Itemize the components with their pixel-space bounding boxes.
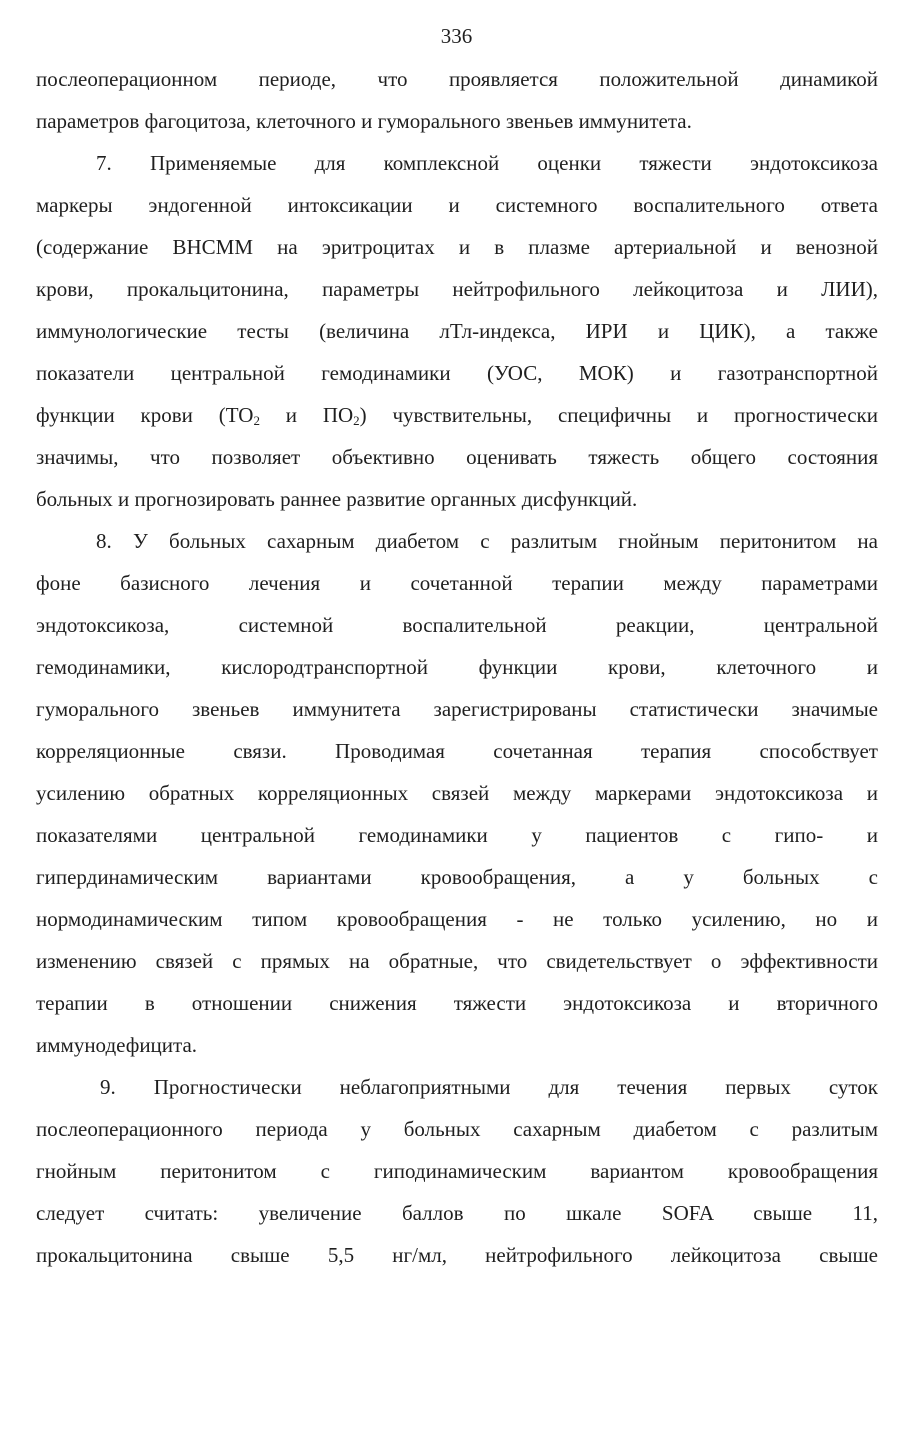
- text-line: нормодинамическим типом кровообращения - не только усилению, но и: [36, 907, 878, 931]
- text-line: маркеры эндогенной интоксикации и системного воспалительного ответа: [36, 193, 878, 217]
- text-line: иммунологические тесты (величина лТл-индекса, ИРИ и ЦИК), а также: [36, 319, 878, 343]
- text-fragment: функции крови (ТО: [36, 403, 254, 427]
- text-line: гемодинамики, кислородтранспортной функции крови, клеточного и: [36, 655, 878, 679]
- text-line: значимы, что позволяет объективно оценивать тяжесть общего состояния: [36, 445, 878, 469]
- text-line: корреляционные связи. Проводимая сочетанная терапия способствует: [36, 739, 878, 763]
- subscript: 2: [253, 413, 260, 428]
- text-line: эндотоксикоза, системной воспалительной реакции, центральной: [36, 613, 878, 637]
- text-fragment: и ПО: [259, 403, 354, 427]
- text-line: изменению связей с прямых на обратные, что свидетельствует о эффективности: [36, 949, 878, 973]
- item-7-first-line: 7. Применяемые для комплексной оценки тяжести эндотоксикоза: [96, 151, 878, 175]
- text-line: (содержание ВНСММ на эритроцитах и в плазме артериальной и венозной: [36, 235, 878, 259]
- text-line: иммунодефицита.: [36, 1033, 198, 1057]
- text-line: параметров фагоцитоза, клеточного и гуморального звеньев иммунитета.: [36, 109, 692, 133]
- text-line: гипердинамическим вариантами кровообращения, а у больных с: [36, 865, 878, 889]
- text-line: прокальцитонина свыше 5,5 нг/мл, нейтрофильного лейкоцитоза свыше: [36, 1243, 878, 1267]
- text-line-with-subscripts: [36, 394, 878, 436]
- item-9-first-line: 9. Прогностически неблагоприятными для течения первых суток: [100, 1075, 878, 1099]
- text-line: послеоперационном периоде, что проявляется положительной динамикой: [36, 67, 878, 91]
- text-line: терапии в отношении снижения тяжести эндотоксикоза и вторичного: [36, 991, 878, 1015]
- subscript: 2: [353, 413, 360, 428]
- text-fragment: ) чувствительны, специфичны и прогностически: [359, 403, 878, 427]
- text-line: гнойным перитонитом с гиподинамическим вариантом кровообращения: [36, 1159, 878, 1183]
- text-line: показателями центральной гемодинамики у пациентов с гипо- и: [36, 823, 878, 847]
- text-line: крови, прокальцитонина, параметры нейтрофильного лейкоцитоза и ЛИИ),: [36, 277, 878, 301]
- text-line: следует считать: увеличение баллов по шкале SOFA свыше 11,: [36, 1201, 878, 1225]
- text-line: усилению обратных корреляционных связей между маркерами эндотоксикоза и: [36, 781, 878, 805]
- item-8-first-line: 8. У больных сахарным диабетом с разлитым гнойным перитонитом на: [96, 529, 878, 553]
- page-number: 336: [440, 24, 473, 48]
- text-line: больных и прогнозировать раннее развитие органных дисфункций.: [36, 487, 638, 511]
- text-line: послеоперационного периода у больных сахарным диабетом с разлитым: [36, 1117, 878, 1141]
- text-line: показатели центральной гемодинамики (УОС, МОК) и газотранспортной: [36, 361, 878, 385]
- text-line: гуморального звеньев иммунитета зарегистрированы статистически значимые: [36, 697, 878, 721]
- text-line: фоне базисного лечения и сочетанной терапии между параметрами: [36, 571, 878, 595]
- body-text: [36, 58, 878, 1276]
